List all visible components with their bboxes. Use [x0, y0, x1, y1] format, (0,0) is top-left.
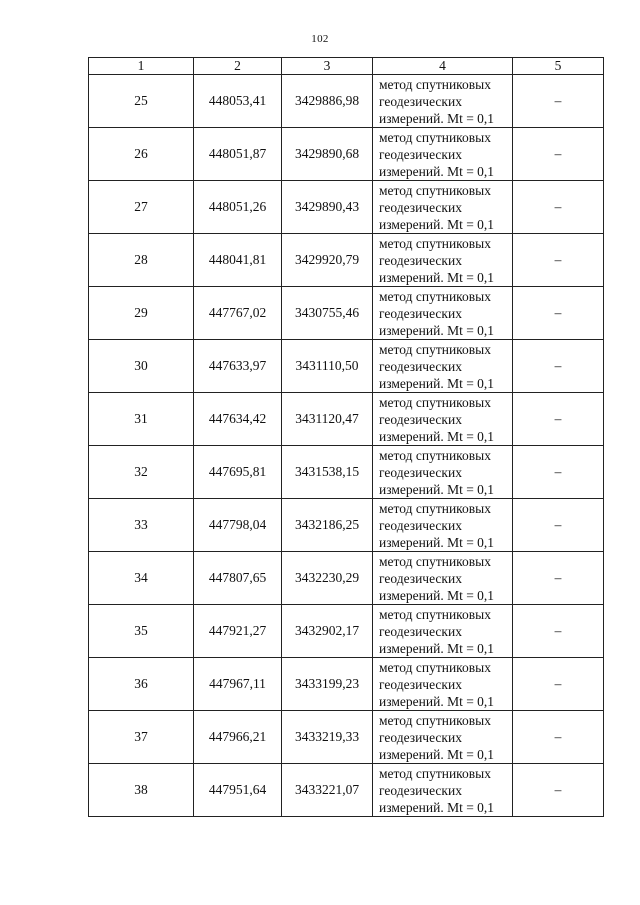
method-line: измерений. Mt = 0,1 [379, 587, 495, 603]
method-line: измерений. Mt = 0,1 [379, 375, 495, 391]
method-line: измерений. Mt = 0,1 [379, 110, 495, 126]
y-coordinate-cell: 3433199,23 [282, 658, 373, 711]
col5-cell: – [513, 181, 604, 234]
table-row [89, 658, 604, 711]
col5-cell: – [513, 393, 604, 446]
method-cell [373, 287, 513, 340]
method-line: метод спутниковых [379, 288, 491, 304]
method-line: измерений. Mt = 0,1 [379, 534, 495, 550]
y-coordinate-cell: 3432230,29 [282, 552, 373, 605]
method-line: геодезических [379, 570, 462, 586]
method-line: измерений. Mt = 0,1 [379, 163, 495, 179]
y-coordinate-cell: 3429890,68 [282, 128, 373, 181]
table-row [89, 764, 604, 817]
point-number-cell: 38 [89, 764, 194, 817]
method-cell [373, 499, 513, 552]
col5-cell: – [513, 605, 604, 658]
y-coordinate-cell: 3433219,33 [282, 711, 373, 764]
point-number-cell: 25 [89, 75, 194, 128]
point-number-cell: 35 [89, 605, 194, 658]
method-cell [373, 340, 513, 393]
method-line: измерений. Mt = 0,1 [379, 216, 495, 232]
col5-cell: – [513, 128, 604, 181]
y-coordinate-cell: 3432186,25 [282, 499, 373, 552]
method-line: измерений. Mt = 0,1 [379, 269, 495, 285]
method-cell [373, 393, 513, 446]
point-number-cell: 28 [89, 234, 194, 287]
method-cell [373, 605, 513, 658]
point-number-cell: 32 [89, 446, 194, 499]
point-number-cell: 29 [89, 287, 194, 340]
header-col-1: 1 [89, 58, 194, 75]
col5-cell: – [513, 552, 604, 605]
x-coordinate-cell: 447633,97 [194, 340, 282, 393]
table-row [89, 128, 604, 181]
header-col-5: 5 [513, 58, 604, 75]
method-line: метод спутниковых [379, 182, 491, 198]
table-row [89, 446, 604, 499]
coordinates-table [88, 57, 604, 817]
col5-cell: – [513, 446, 604, 499]
col5-cell: – [513, 340, 604, 393]
y-coordinate-cell: 3433221,07 [282, 764, 373, 817]
method-line: метод спутниковых [379, 447, 491, 463]
table-row [89, 287, 604, 340]
x-coordinate-cell: 447807,65 [194, 552, 282, 605]
table-row [89, 605, 604, 658]
y-coordinate-cell: 3429890,43 [282, 181, 373, 234]
method-line: метод спутниковых [379, 76, 491, 92]
table-row [89, 499, 604, 552]
x-coordinate-cell: 448041,81 [194, 234, 282, 287]
method-cell [373, 128, 513, 181]
x-coordinate-cell: 447634,42 [194, 393, 282, 446]
method-cell [373, 764, 513, 817]
method-line: геодезических [379, 782, 462, 798]
point-number-cell: 27 [89, 181, 194, 234]
method-line: метод спутниковых [379, 765, 491, 781]
method-line: геодезических [379, 358, 462, 374]
table-row [89, 552, 604, 605]
method-line: геодезических [379, 517, 462, 533]
method-line: геодезических [379, 93, 462, 109]
method-cell [373, 446, 513, 499]
x-coordinate-cell: 447921,27 [194, 605, 282, 658]
method-line: геодезических [379, 411, 462, 427]
y-coordinate-cell: 3430755,46 [282, 287, 373, 340]
method-line: геодезических [379, 623, 462, 639]
point-number-cell: 30 [89, 340, 194, 393]
table-row [89, 234, 604, 287]
header-col-2: 2 [194, 58, 282, 75]
method-line: метод спутниковых [379, 606, 491, 622]
method-line: геодезических [379, 729, 462, 745]
method-cell [373, 234, 513, 287]
header-col-4: 4 [373, 58, 513, 75]
y-coordinate-cell: 3431120,47 [282, 393, 373, 446]
x-coordinate-cell: 447695,81 [194, 446, 282, 499]
header-col-3: 3 [282, 58, 373, 75]
x-coordinate-cell: 447967,11 [194, 658, 282, 711]
method-line: измерений. Mt = 0,1 [379, 746, 495, 762]
method-line: метод спутниковых [379, 235, 491, 251]
table-row [89, 181, 604, 234]
method-line: геодезических [379, 464, 462, 480]
x-coordinate-cell: 448051,87 [194, 128, 282, 181]
point-number-cell: 36 [89, 658, 194, 711]
point-number-cell: 31 [89, 393, 194, 446]
method-cell [373, 552, 513, 605]
table-body [89, 75, 604, 817]
y-coordinate-cell: 3429920,79 [282, 234, 373, 287]
method-cell [373, 658, 513, 711]
y-coordinate-cell: 3429886,98 [282, 75, 373, 128]
method-line: измерений. Mt = 0,1 [379, 693, 495, 709]
method-line: геодезических [379, 676, 462, 692]
method-line: метод спутниковых [379, 712, 491, 728]
method-line: измерений. Mt = 0,1 [379, 640, 495, 656]
method-line: геодезических [379, 146, 462, 162]
y-coordinate-cell: 3431538,15 [282, 446, 373, 499]
y-coordinate-cell: 3432902,17 [282, 605, 373, 658]
method-line: метод спутниковых [379, 500, 491, 516]
col5-cell: – [513, 234, 604, 287]
method-cell [373, 711, 513, 764]
col5-cell: – [513, 711, 604, 764]
x-coordinate-cell: 447767,02 [194, 287, 282, 340]
y-coordinate-cell: 3431110,50 [282, 340, 373, 393]
method-line: измерений. Mt = 0,1 [379, 428, 495, 444]
method-line: геодезических [379, 305, 462, 321]
col5-cell: – [513, 764, 604, 817]
point-number-cell: 37 [89, 711, 194, 764]
col5-cell: – [513, 658, 604, 711]
method-line: измерений. Mt = 0,1 [379, 799, 495, 815]
table-row [89, 393, 604, 446]
method-line: геодезических [379, 199, 462, 215]
table-row [89, 75, 604, 128]
method-line: измерений. Mt = 0,1 [379, 481, 495, 497]
method-line: геодезических [379, 252, 462, 268]
method-line: измерений. Mt = 0,1 [379, 322, 495, 338]
table-row [89, 711, 604, 764]
point-number-cell: 34 [89, 552, 194, 605]
method-line: метод спутниковых [379, 341, 491, 357]
x-coordinate-cell: 448051,26 [194, 181, 282, 234]
page-number: 102 [311, 33, 329, 45]
x-coordinate-cell: 447966,21 [194, 711, 282, 764]
point-number-cell: 26 [89, 128, 194, 181]
point-number-cell: 33 [89, 499, 194, 552]
x-coordinate-cell: 447951,64 [194, 764, 282, 817]
x-coordinate-cell: 448053,41 [194, 75, 282, 128]
method-cell [373, 181, 513, 234]
method-line: метод спутниковых [379, 129, 491, 145]
method-cell [373, 75, 513, 128]
col5-cell: – [513, 499, 604, 552]
method-line: метод спутниковых [379, 394, 491, 410]
table-row [89, 340, 604, 393]
method-line: метод спутниковых [379, 553, 491, 569]
method-line: метод спутниковых [379, 659, 491, 675]
table-header-row [89, 58, 604, 75]
x-coordinate-cell: 447798,04 [194, 499, 282, 552]
col5-cell: – [513, 75, 604, 128]
col5-cell: – [513, 287, 604, 340]
